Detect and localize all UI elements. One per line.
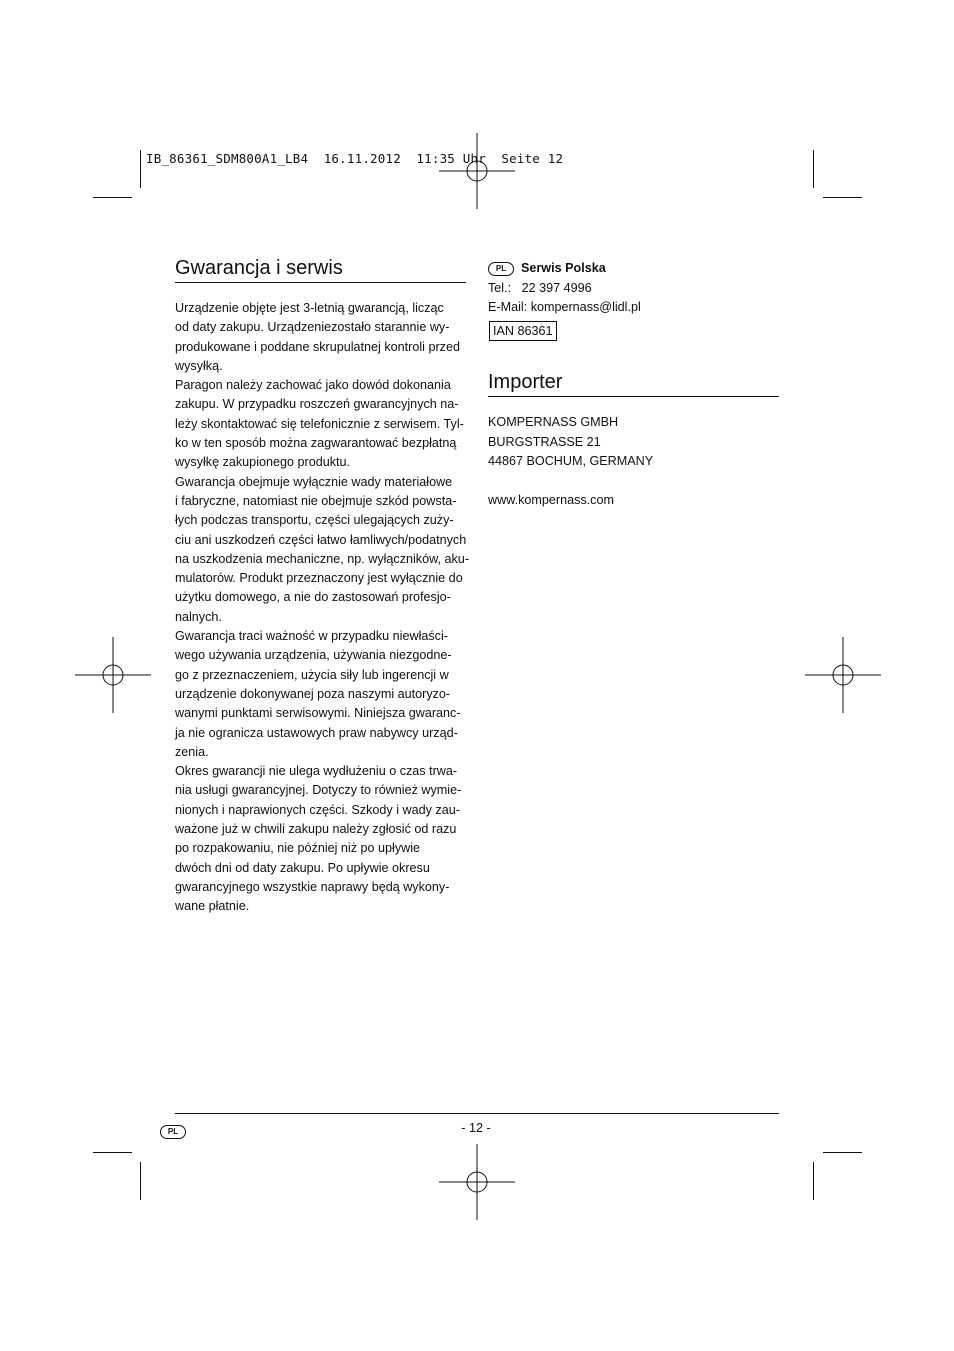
text-line: dwóch dni od daty zakupu. Po upływie okresu — [175, 860, 430, 875]
warranty-paragraph — [175, 762, 466, 916]
address-line: BURGSTRASSE 21 — [488, 434, 601, 449]
text-line: ciu ani uszkodzeń części łatwo łamliwych/podatnych — [175, 532, 467, 547]
country-badge: PL — [488, 262, 514, 276]
text-line: Okres gwarancji nie ulega wydłużeniu o czas trwa- — [175, 764, 458, 779]
crop-mark — [823, 197, 862, 198]
text-line: od daty zakupu. Urządzeniezostało starannie wy- — [175, 320, 450, 335]
text-line: nia usługi gwarancyjnej. Dotyczy to również wymie- — [175, 783, 462, 798]
text-line: leży skontaktować się telefonicznie z serwisem. Tyl- — [175, 416, 464, 431]
crop-mark — [823, 1152, 862, 1153]
crop-mark — [140, 1162, 141, 1200]
service-title-row — [488, 259, 779, 279]
footer-country-badge — [160, 1122, 193, 1140]
text-line: ko w ten sposób można zagwarantować bezpłatną — [175, 436, 457, 451]
registration-mark-icon — [439, 133, 515, 209]
text-line: po rozpakowaniu, nie później niż po upływie — [175, 841, 421, 856]
ian-box: IAN 86361 — [489, 321, 557, 341]
registration-mark-icon — [75, 637, 151, 713]
text-line: gwarancyjnego wszystkie naprawy będą wykony- — [175, 879, 450, 894]
text-line: go z przeznaczeniem, użycia siły lub ingerencji w — [175, 667, 449, 682]
service-email-row — [488, 298, 779, 318]
registration-mark-icon — [439, 1144, 515, 1220]
registration-mark-icon — [805, 637, 881, 713]
warranty-paragraph — [175, 473, 470, 627]
text-line: nalnych. — [175, 609, 222, 624]
text-line: Urządzenie objęte jest 3-letnią gwarancją, licząc — [175, 301, 444, 315]
warranty-paragraph — [175, 299, 466, 376]
crop-mark — [140, 150, 141, 188]
warranty-paragraph — [175, 627, 466, 762]
text-line: wanymi punktami serwisowymi. Niniejsza gwaranc- — [175, 706, 461, 721]
warranty-paragraph — [175, 376, 466, 472]
text-line: Gwarancja traci ważność w przypadku niewłaści- — [175, 629, 448, 644]
country-badge: PL — [160, 1125, 186, 1139]
text-line: na uszkodzenia mechaniczne, np. wyłączników, aku- — [175, 551, 470, 566]
text-line: wane płatnie. — [175, 899, 250, 914]
crop-mark — [813, 150, 814, 188]
text-line: mulatorów. Produkt przeznaczony jest wyłącznie do — [175, 571, 463, 586]
email-address: kompernass@lidl.pl — [530, 300, 641, 314]
text-line: i fabryczne, natomiast nie obejmuje szkód powsta- — [175, 493, 457, 508]
text-line: Paragon należy zachować jako dowód dokonania — [175, 378, 451, 393]
page-number: - 12 - — [461, 1121, 491, 1135]
text-line: wego używania urządzenia, używania niezgodne- — [175, 648, 452, 663]
service-block — [488, 259, 779, 318]
text-line: ważone już w chwili zakupu należy zgłosić od razu — [175, 822, 457, 837]
text-line: urządzenie dokonywanej poza naszymi autoryzo- — [175, 686, 451, 701]
section-heading-importer: Importer — [488, 370, 779, 397]
text-line: łych podczas transportu, części ulegających zuży- — [175, 513, 454, 528]
section-heading-warranty: Gwarancja i serwis — [175, 256, 466, 283]
address-line: 44867 BOCHUM, GERMANY — [488, 454, 654, 468]
email-label: E-Mail: — [488, 300, 528, 314]
service-phone-row — [488, 279, 779, 299]
address-line: KOMPERNASS GMBH — [488, 415, 619, 429]
importer-website: www.kompernass.com — [488, 493, 614, 507]
phone-label: Tel.: — [488, 280, 512, 295]
text-line: nionych i naprawionych części. Szkody i wady zau- — [175, 802, 460, 817]
text-line: produkowane i poddane skrupulatnej kontroli przed — [175, 339, 460, 354]
footer-rule — [175, 1113, 779, 1114]
text-line: ja nie ogranicza ustawowych praw nabywcy urząd- — [175, 725, 458, 740]
crop-mark — [93, 1152, 132, 1153]
crop-mark — [93, 197, 132, 198]
service-title: Serwis Polska — [521, 261, 606, 275]
warranty-text — [175, 299, 470, 917]
text-line: zakupu. W przypadku roszczeń gwarancyjnych na- — [175, 397, 459, 412]
importer-address — [488, 413, 779, 472]
print-slug-line: IB_86361_SDM800A1_LB4 16.11.2012 11:35 Uhr Seite 12 — [146, 151, 564, 166]
text-line: użytku domowego, a nie do zastosowań profesjo- — [175, 590, 451, 605]
crop-mark — [813, 1162, 814, 1200]
text-line: wysyłką. — [175, 358, 223, 373]
text-line: zenia. — [175, 744, 209, 759]
phone-number: 22 397 4996 — [521, 280, 592, 295]
text-line: wysyłkę zakupionego produktu. — [175, 455, 351, 470]
text-line: Gwarancja obejmuje wyłącznie wady materiałowe — [175, 474, 453, 489]
